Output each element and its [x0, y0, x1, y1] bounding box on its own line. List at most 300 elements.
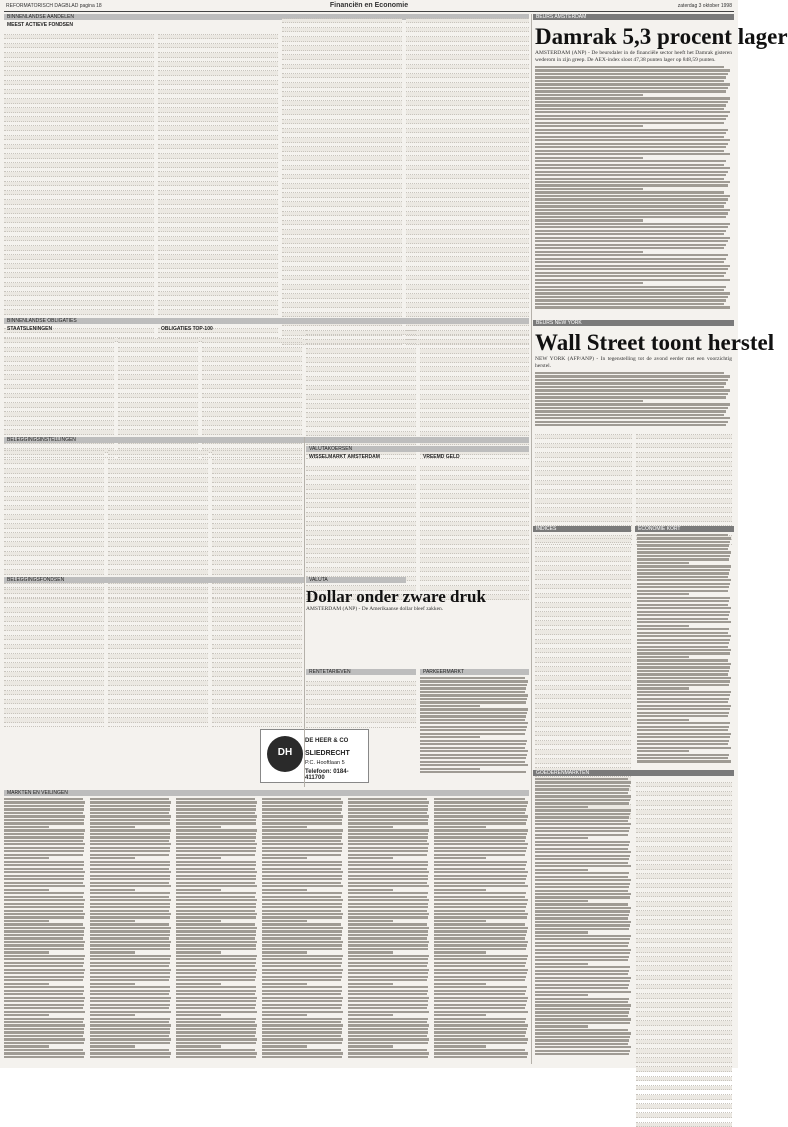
text-line	[637, 729, 728, 731]
text-line	[4, 847, 84, 849]
text-line	[637, 604, 728, 606]
text-line	[176, 997, 257, 999]
text-line	[535, 90, 726, 92]
text-line	[535, 108, 724, 110]
text-line	[535, 809, 631, 811]
text-line	[4, 983, 49, 985]
text-line	[90, 993, 169, 995]
text-line	[262, 948, 342, 950]
text-line	[176, 969, 257, 971]
text-line	[535, 66, 724, 68]
text-line	[90, 920, 135, 922]
text-line	[535, 104, 726, 106]
section-band-beleggingsinstellingen: BELEGGINGSINSTELLINGEN	[4, 437, 529, 443]
text-line	[637, 590, 728, 592]
text-line	[262, 857, 307, 859]
text-line	[637, 659, 728, 661]
text-line	[434, 812, 525, 814]
text-line	[4, 1045, 49, 1047]
text-line	[90, 857, 135, 859]
text-line	[262, 836, 342, 838]
text-line	[434, 808, 526, 810]
text-markten-5	[348, 798, 430, 1063]
text-line	[420, 747, 525, 749]
text-line	[4, 875, 84, 877]
text-line	[176, 951, 221, 953]
text-line	[535, 296, 728, 298]
text-line	[535, 1008, 630, 1010]
text-line	[4, 910, 83, 912]
text-line	[434, 843, 528, 845]
text-line	[535, 802, 629, 804]
text-line	[434, 927, 528, 929]
text-line	[90, 906, 170, 908]
table-newyork-1	[535, 430, 632, 522]
subhead-vreemd-geld: VREEMD GELD	[423, 454, 460, 460]
text-line	[262, 805, 342, 807]
text-line	[637, 722, 730, 724]
text-line	[90, 829, 171, 831]
text-line	[535, 80, 724, 82]
text-line	[90, 878, 170, 880]
text-line	[90, 1028, 170, 1030]
text-line	[262, 1021, 341, 1023]
text-line	[176, 829, 257, 831]
text-line	[176, 972, 256, 974]
text-line	[348, 861, 428, 863]
text-line	[637, 541, 730, 543]
text-line	[434, 923, 525, 925]
text-line	[4, 972, 84, 974]
text-line	[262, 892, 342, 894]
text-line	[90, 875, 170, 877]
text-line	[420, 771, 526, 773]
text-line	[90, 833, 170, 835]
text-line	[90, 962, 170, 964]
table-beleggingsinst-3	[212, 446, 302, 574]
text-line	[348, 857, 393, 859]
text-line	[90, 801, 171, 803]
text-line	[535, 823, 631, 825]
text-line	[434, 801, 528, 803]
column-rule	[304, 437, 305, 787]
text-line	[420, 694, 528, 696]
text-line	[420, 698, 527, 700]
text-markten-2	[90, 798, 172, 1063]
text-line	[535, 795, 631, 797]
text-line	[637, 642, 729, 644]
article-lead-dollar: AMSTERDAM (ANP) - De Amerikaanse dollar bleef zakken.	[306, 606, 444, 612]
text-line	[176, 861, 256, 863]
text-line	[90, 944, 170, 946]
text-line	[535, 299, 726, 301]
text-line	[348, 910, 427, 912]
text-line	[535, 1043, 628, 1045]
text-line	[535, 820, 628, 822]
text-line	[637, 663, 731, 665]
text-line	[348, 923, 427, 925]
text-line	[90, 892, 170, 894]
text-line	[535, 174, 726, 176]
text-line	[535, 851, 631, 853]
text-line	[176, 808, 256, 810]
text-line	[434, 885, 528, 887]
text-line	[90, 808, 170, 810]
text-line	[262, 903, 342, 905]
text-line	[434, 892, 526, 894]
text-line	[4, 1042, 84, 1044]
article-title-damrak: Damrak 5,3 procent lager	[535, 24, 788, 49]
text-line	[262, 854, 341, 856]
section-band-indices: INDICES	[533, 526, 631, 532]
text-line	[176, 805, 256, 807]
text-line	[176, 903, 256, 905]
text-line	[176, 882, 255, 884]
text-line	[262, 997, 343, 999]
text-line	[348, 805, 428, 807]
text-line	[535, 1015, 628, 1017]
text-line	[348, 920, 393, 922]
text-line	[535, 869, 588, 871]
text-line	[535, 855, 630, 857]
text-line	[90, 997, 171, 999]
article-title-dollar: Dollar onder zware druk	[306, 587, 486, 606]
text-line	[90, 1045, 135, 1047]
text-line	[348, 868, 427, 870]
subhead-staatsleningen: STAATSLENINGEN	[7, 326, 53, 332]
text-line	[90, 986, 170, 988]
text-line	[434, 815, 528, 817]
text-line	[262, 1042, 342, 1044]
text-line	[4, 1014, 49, 1016]
text-line	[535, 917, 628, 919]
text-line	[420, 729, 526, 731]
text-line	[535, 848, 628, 850]
text-line	[535, 1004, 631, 1006]
text-line	[420, 691, 525, 693]
table-wisselmarkt	[306, 462, 416, 574]
text-line	[535, 1011, 629, 1013]
text-line	[262, 889, 307, 891]
text-line	[535, 980, 630, 982]
text-line	[637, 593, 689, 595]
text-line	[535, 973, 628, 975]
text-line	[176, 944, 256, 946]
text-line	[90, 927, 171, 929]
text-line	[535, 862, 628, 864]
subhead-obligaties-top: OBLIGATIES TOP-100	[161, 326, 213, 332]
text-line	[348, 937, 427, 939]
text-line	[90, 850, 170, 852]
text-line	[4, 829, 85, 831]
text-line	[637, 656, 689, 658]
text-line	[535, 139, 730, 141]
text-line	[90, 882, 169, 884]
text-line	[637, 754, 729, 756]
section-band-rentetarieven: RENTETARIEVEN	[306, 669, 416, 675]
text-line	[434, 1011, 528, 1013]
text-line	[176, 889, 221, 891]
text-line	[348, 927, 429, 929]
text-line	[535, 945, 628, 947]
text-line	[434, 875, 527, 877]
text-line	[90, 864, 170, 866]
text-line	[535, 136, 724, 138]
text-line	[434, 916, 527, 918]
text-line	[637, 747, 731, 749]
text-line	[90, 843, 171, 845]
text-line	[262, 1000, 342, 1002]
text-line	[176, 819, 256, 821]
text-line	[90, 1035, 169, 1037]
text-line	[176, 948, 256, 950]
text-line	[4, 805, 84, 807]
text-line	[535, 1053, 629, 1055]
text-line	[262, 1014, 307, 1016]
text-line	[4, 903, 84, 905]
text-line	[348, 899, 429, 901]
text-line	[420, 687, 526, 689]
text-line	[637, 583, 730, 585]
text-line	[535, 799, 630, 801]
text-line	[535, 240, 728, 242]
text-line	[262, 1011, 343, 1013]
text-line	[420, 705, 480, 707]
section-band-valutakoersen: VALUTAKOERSEN	[306, 446, 529, 452]
text-line	[90, 1042, 170, 1044]
text-line	[176, 913, 257, 915]
text-line	[434, 1024, 528, 1026]
text-line	[637, 677, 731, 679]
text-line	[262, 1045, 307, 1047]
text-line	[535, 896, 630, 898]
section-band-obligaties: BINNENLANDSE OBLIGATIES	[4, 318, 529, 324]
table-aandelen-3	[282, 14, 402, 280]
text-line	[434, 972, 527, 974]
text-line	[535, 949, 631, 951]
text-line	[262, 1052, 343, 1054]
text-line	[4, 1049, 83, 1051]
text-line	[348, 826, 393, 828]
text-line	[90, 1007, 169, 1009]
text-line	[535, 275, 724, 277]
text-line	[4, 857, 49, 859]
text-line	[4, 937, 83, 939]
text-line	[535, 1001, 628, 1003]
text-line	[637, 621, 731, 623]
text-line	[348, 1004, 428, 1006]
text-line	[535, 903, 628, 905]
text-line	[535, 998, 629, 1000]
text-line	[535, 1039, 629, 1041]
text-line	[434, 840, 525, 842]
text-line	[4, 882, 83, 884]
text-line	[90, 910, 169, 912]
text-line	[535, 160, 726, 162]
text-line	[348, 822, 428, 824]
text-line	[262, 1035, 341, 1037]
text-line	[90, 955, 171, 957]
text-line	[4, 951, 49, 953]
text-line	[637, 569, 730, 571]
text-line	[637, 708, 730, 710]
text-line	[90, 1024, 171, 1026]
text-line	[535, 303, 724, 305]
text-line	[262, 850, 342, 852]
text-line	[535, 858, 629, 860]
text-line	[535, 1046, 631, 1048]
text-line	[176, 857, 221, 859]
text-line	[637, 618, 728, 620]
text-line	[348, 962, 428, 964]
text-line	[262, 815, 343, 817]
text-line	[535, 164, 724, 166]
text-line	[637, 736, 730, 738]
text-line	[90, 965, 169, 967]
text-line	[434, 826, 486, 828]
text-line	[420, 754, 527, 756]
text-line	[90, 798, 169, 800]
text-line	[90, 805, 170, 807]
text-line	[348, 819, 428, 821]
text-line	[262, 829, 343, 831]
text-line	[535, 198, 728, 200]
text-line	[434, 941, 528, 943]
text-line	[176, 1052, 257, 1054]
text-line	[176, 850, 256, 852]
text-line	[4, 990, 84, 992]
text-line	[420, 722, 528, 724]
text-line	[176, 1024, 257, 1026]
text-line	[535, 816, 629, 818]
text-line	[262, 885, 343, 887]
text-line	[637, 579, 731, 581]
text-line	[535, 118, 726, 120]
text-line	[434, 906, 526, 908]
text-line	[90, 979, 169, 981]
text-line	[262, 923, 341, 925]
advertiser-city: SLIEDRECHT	[305, 750, 350, 757]
text-line	[637, 572, 729, 574]
text-line	[535, 987, 628, 989]
text-line	[434, 903, 527, 905]
text-line	[434, 798, 525, 800]
text-line	[420, 757, 526, 759]
text-line	[348, 955, 429, 957]
text-line	[535, 837, 588, 839]
text-line	[262, 868, 341, 870]
text-line	[90, 871, 171, 873]
text-line	[348, 1035, 427, 1037]
text-line	[90, 899, 171, 901]
header-left: REFORMATORISCH DAGBLAD pagina 18	[6, 3, 102, 9]
text-line	[434, 822, 526, 824]
text-line	[434, 1042, 527, 1044]
text-line	[535, 865, 631, 867]
text-line	[176, 993, 255, 995]
text-line	[90, 1014, 135, 1016]
text-line	[176, 983, 221, 985]
table-beleggingsfondsen-3	[212, 585, 302, 703]
text-line	[262, 930, 342, 932]
text-line	[176, 920, 221, 922]
text-line	[176, 875, 256, 877]
text-line	[176, 1000, 256, 1002]
text-line	[348, 969, 429, 971]
text-line	[4, 979, 83, 981]
text-line	[176, 962, 256, 964]
text-line	[637, 544, 729, 546]
text-line	[535, 386, 724, 388]
text-line	[637, 607, 731, 609]
text-line	[262, 801, 343, 803]
text-line	[262, 976, 342, 978]
text-line	[262, 965, 341, 967]
text-line	[262, 1018, 342, 1020]
text-line	[348, 948, 428, 950]
text-line	[4, 1038, 85, 1040]
text-line	[90, 1000, 170, 1002]
text-line	[4, 958, 84, 960]
text-line	[535, 101, 728, 103]
text-line	[348, 913, 429, 915]
text-line	[176, 1021, 255, 1023]
text-line	[434, 1052, 528, 1054]
text-line	[90, 1038, 171, 1040]
text-line	[434, 805, 527, 807]
text-line	[434, 969, 528, 971]
text-line	[90, 951, 135, 953]
text-line	[348, 958, 428, 960]
text-line	[348, 833, 428, 835]
text-line	[348, 1024, 429, 1026]
advertisement	[260, 729, 369, 783]
text-line	[4, 815, 85, 817]
text-line	[535, 233, 724, 235]
text-line	[4, 969, 85, 971]
text-line	[637, 600, 729, 602]
text-line	[4, 923, 83, 925]
text-markten-4	[262, 798, 344, 1063]
text-line	[535, 237, 730, 239]
text-line	[637, 743, 728, 745]
text-line	[637, 687, 689, 689]
text-line	[4, 1035, 83, 1037]
section-band-goederenmarkten: GOEDERENMARKTEN	[533, 770, 734, 776]
text-line	[535, 146, 726, 148]
text-line	[4, 1011, 85, 1013]
text-line	[262, 993, 341, 995]
text-line	[262, 899, 343, 901]
section-band-parkeermarkt: PARKEERMARKT	[420, 669, 529, 675]
text-line	[262, 958, 342, 960]
text-line	[176, 836, 256, 838]
text-line	[535, 1025, 588, 1027]
text-line	[420, 736, 480, 738]
text-line	[262, 937, 341, 939]
text-line	[535, 963, 588, 965]
text-line	[637, 740, 729, 742]
text-line	[420, 761, 525, 763]
text-line	[434, 1031, 526, 1033]
table-row	[108, 723, 208, 728]
text-line	[348, 1056, 428, 1058]
page-header	[4, 2, 734, 11]
text-line	[90, 812, 169, 814]
text-line	[4, 944, 84, 946]
section-band-beurs-amsterdam: BEURS AMSTERDAM	[533, 14, 734, 20]
text-line	[434, 948, 526, 950]
